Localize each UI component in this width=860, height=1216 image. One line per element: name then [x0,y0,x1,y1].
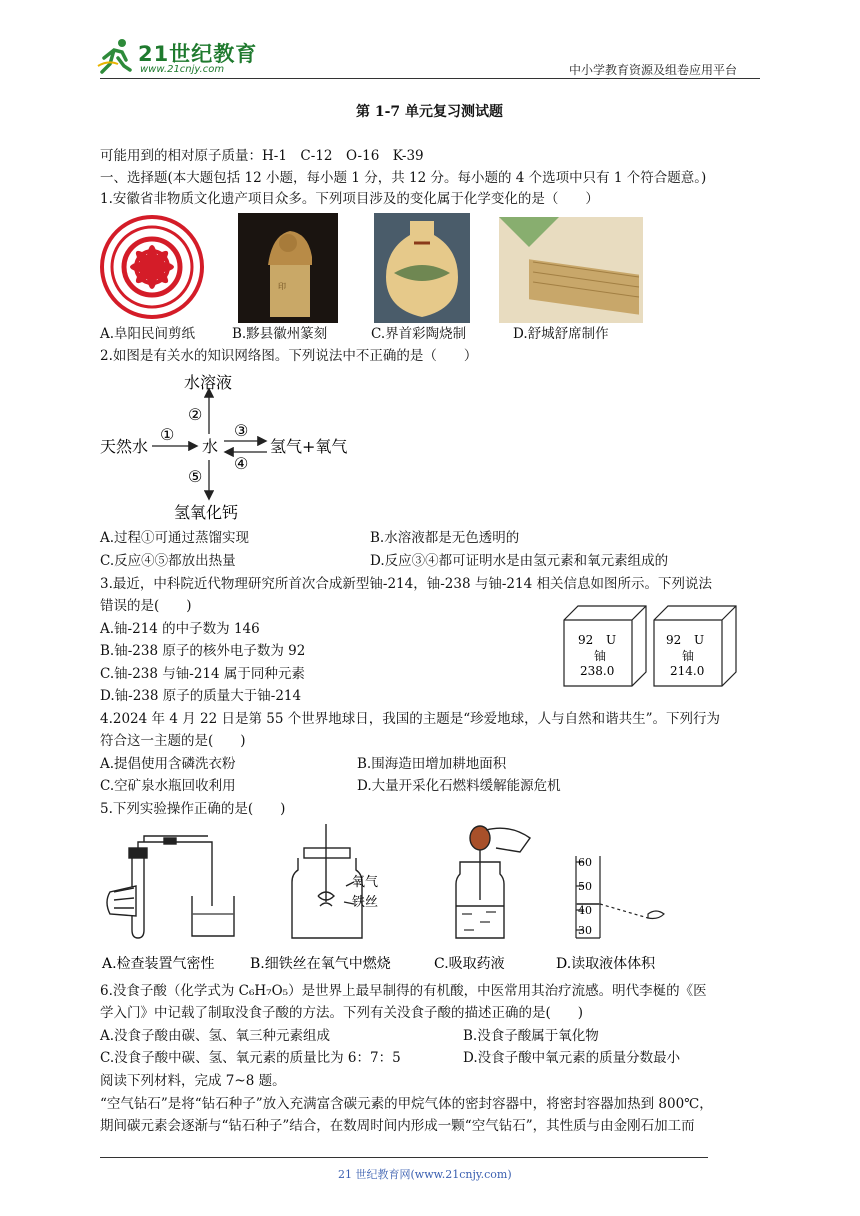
q4-stem-line2: 符合这一主题的是( ) [100,733,246,749]
q3-option-c[interactable]: C.铀-238 与铀-214 属于同种元素 [100,666,305,682]
reading-paragraph-line2: 期间碳元素会逐渐与“钻石种子”结合，在数周时间内形成一颗“空气钻石”，其性质与由金刚石加工而 [100,1118,695,1134]
tick-60: 60 [578,856,592,869]
logo-sub-text: www.21cnjy.com [140,64,225,75]
runner-icon [96,36,136,76]
tick-50: 50 [578,880,592,893]
q4-stem-line1: 4.2024 年 4 月 22 日是第 55 个世界地球日，我国的主题是“珍爱地球，人与自然和谐共生”。下列行为 [100,711,721,727]
diagram-step-2: ② [188,405,203,424]
q3-option-a[interactable]: A.铀-214 的中子数为 146 [100,621,260,637]
header-divider [100,78,760,79]
oxygen-label: 氧气 [352,875,379,890]
diagram-top-label: 水溶液 [184,373,233,392]
iron-wire-label: 铁丝 [352,895,379,910]
water-network-diagram [100,368,360,526]
papercut-image [100,213,204,321]
q6-stem-part2: ）是世界上最早制得的有机酸，中医常用其治疗流感。明代李梴的《医 [288,983,707,999]
q6-stem-line2: 学入门》中记载了制取没食子酸的方法。下列有关没食子酸的描述正确的是( ) [100,1005,584,1021]
footer-divider [100,1157,708,1158]
diagram-bottom-label: 氢氧化钙 [174,503,239,522]
q2-option-c[interactable]: C.反应④⑤都放出热量 [100,553,236,569]
q5-option-a[interactable]: A.检查装置气密性 [102,956,215,972]
diagram-step-4: ④ [234,454,249,473]
card1-symbol: U [606,633,617,647]
section-heading: 一、选择题(本大题包括 12 小题，每小题 1 分，共 12 分。每小题的 4 个选项中只有 1 个符合题意。) [100,170,707,186]
reading-paragraph-line1: “空气钻石”是将“钻石种子”放入充满富含碳元素的甲烷气体的密封容器中，将密封容器加热到 800℃， [100,1096,713,1112]
dropper-apparatus [456,826,530,938]
q6-stem-line1 [100,982,707,1000]
q6-option-d[interactable]: D.没食子酸中氧元素的质量分数最小 [463,1050,681,1066]
card2-number: 92 [666,633,682,647]
tick-30: 30 [578,924,592,937]
pottery-image [374,213,470,323]
q5-stem: 5.下列实验操作正确的是( ) [100,801,286,817]
diagram-right-label: 氢气+氧气 [270,437,348,456]
card1-mass: 238.0 [580,664,615,678]
q3-stem-line1: 3.最近，中科院近代物理研究所首次合成新型铀-214，铀-238 与铀-214 相关信息如图所示。下列说法 [100,576,712,592]
q4-option-d[interactable]: D.大量开采化石燃料缓解能源危机 [357,778,561,794]
diagram-step-1: ① [160,425,175,444]
diagram-left-label: 天然水 [100,437,149,456]
q3-stem-line2: 错误的是( ) [100,598,192,614]
q5-option-b[interactable]: B.细铁丝在氧气中燃烧 [250,956,391,972]
diagram-step-5: ⑤ [188,467,203,486]
q5-option-d[interactable]: D.读取液体体积 [556,956,656,972]
q3-option-d[interactable]: D.铀-238 原子的质量大于铀-214 [100,688,302,704]
tick-40: 40 [578,904,592,917]
q6-formula: C₆H₇O₅ [238,983,289,999]
q1-option-a[interactable]: A.阜阳民间剪纸 [100,326,196,342]
q6-option-b[interactable]: B.没食子酸属于氧化物 [463,1028,599,1044]
footer-text[interactable]: 21 世纪教育网(www.21cnjy.com) [338,1168,512,1181]
card1-name: 铀 [594,649,607,663]
platform-name: 中小学教育资源及组卷应用平台 [569,63,738,77]
bamboo-mat-image [499,217,643,323]
card2-symbol: U [694,633,705,647]
lab-operations-figure [100,822,670,974]
diagram-step-3: ③ [234,421,249,440]
airtightness-apparatus [107,836,234,938]
q4-option-c[interactable]: C.空矿泉水瓶回收利用 [100,778,236,794]
q3-option-b[interactable]: B.铀-238 原子的核外电子数为 92 [100,643,306,659]
q5-option-c[interactable]: C.吸取药液 [434,956,505,972]
diagram-center-label: 水 [202,437,219,456]
q4-option-b[interactable]: B.围海造田增加耕地面积 [357,756,507,772]
card2-name: 铀 [682,649,695,663]
q6-stem-part1: 6.没食子酸（化学式为 [100,983,239,999]
card1-number: 92 [578,633,594,647]
page-title: 第 1-7 单元复习测试题 [356,104,504,120]
seal-carving-image [238,213,338,323]
logo-main-text: 21世纪教育 [138,42,258,66]
card2-mass: 214.0 [670,664,705,678]
q2-stem: 2.如图是有关水的知识网络图。下列说法中不正确的是（ ） [100,348,478,364]
uranium-cards [560,604,740,688]
q1-option-c[interactable]: C.界首彩陶烧制 [371,326,467,342]
logo [96,36,266,78]
q2-option-a[interactable]: A.过程①可通过蒸馏实现 [100,530,250,546]
q6-option-a[interactable]: A.没食子酸由碳、氢、氧三种元素组成 [100,1028,331,1044]
q6-option-c[interactable]: C.没食子酸中碳、氢、氧元素的质量比为 6：7：5 [100,1050,401,1066]
q1-option-b[interactable]: B.黟县徽州篆刻 [232,326,328,342]
svg-text:印: 印 [278,282,286,291]
q2-option-b[interactable]: B.水溶液都是无色透明的 [370,530,520,546]
atomic-mass-note: 可能用到的相对原子质量：H-1 C-12 O-16 K-39 [100,148,424,164]
q4-option-a[interactable]: A.提倡使用含磷洗衣粉 [100,756,236,772]
reading-intro: 阅读下列材料，完成 7~8 题。 [100,1073,286,1089]
q1-stem: 1.安徽省非物质文化遗产项目众多。下列项目涉及的变化属于化学变化的是（ ） [100,191,599,207]
q1-option-d[interactable]: D.舒城舒席制作 [513,326,609,342]
q2-option-d[interactable]: D.反应③④都可证明水是由氢元素和氧元素组成的 [370,553,669,569]
